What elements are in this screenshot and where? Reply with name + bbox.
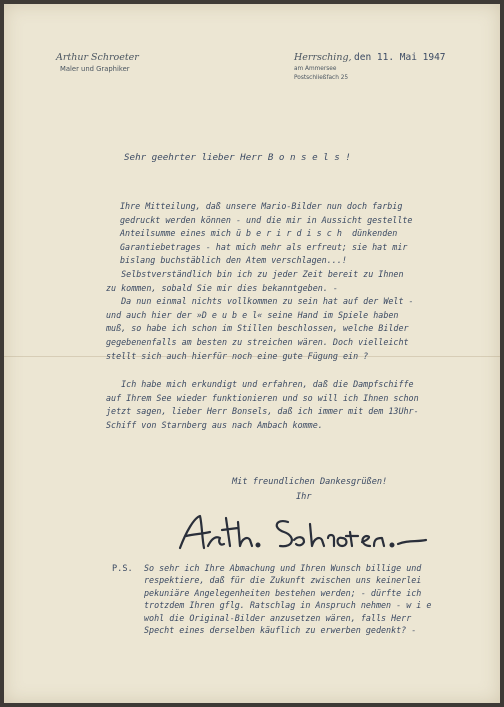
letterhead-address-line-1: am Ammersee (294, 66, 337, 72)
paragraph-line: gegebenenfalls am besten zu streichen wären. Doch vielleicht (106, 336, 409, 347)
paragraph-2 (106, 268, 414, 363)
paragraph-line: Schiff von Starnberg aus nach Ambach komme. (106, 419, 323, 430)
paragraph-line: muß, so habe ich schon im Stillen beschlossen, welche Bilder (106, 323, 409, 334)
postscript-line: pekuniäre Angelegenheiten bestehen werden; - dürfte ich (144, 587, 422, 598)
paragraph-line: Selbstverständlich bin ich zu jeder Zeit bereit zu Ihnen (106, 269, 404, 279)
paragraph-1 (120, 200, 412, 268)
letter-date: den 11. Mai 1947 (354, 52, 446, 63)
letterhead-place: Herrsching, (294, 52, 352, 63)
handwritten-signature (176, 510, 436, 560)
paragraph-line: auf Ihrem See wieder funktionieren und so will ich Ihnen schon (106, 392, 419, 403)
paragraph-line: Anteilsumme eines mich ü b e r i r d i s c h dünkenden (120, 228, 398, 239)
closing: Mit freundlichen Dankesgrüßen! (232, 477, 388, 487)
postscript-line: respektiere, daß für die Zukunft zwischen uns keinerlei (144, 575, 422, 586)
letterhead-address-line-2: Postschließfach 25 (294, 75, 349, 81)
paragraph-line: jetzt sagen, lieber Herr Bonsels, daß ich immer mit dem 13Uhr- (106, 406, 419, 417)
paragraph-3 (106, 378, 419, 432)
postscript-line: So sehr ich Ihre Abmachung und Ihren Wunsch billige und (144, 563, 422, 573)
letter-sheet (4, 4, 500, 703)
postscript-label: P.S. (112, 564, 133, 574)
paragraph-line: gedruckt werden können - und die mir in Aussicht gestellte (120, 214, 413, 225)
postscript-line: wohl die Original-Bilder anzusetzen wären, falls Herr (144, 612, 412, 623)
postscript (144, 562, 431, 636)
paragraph-line: Ihre Mitteilung, daß unsere Mario-Bilder nun doch farbig (120, 201, 403, 211)
paragraph-line: zu kommen, sobald Sie mir dies bekanntgeben. - (106, 282, 338, 293)
paragraph-line: und auch hier der »D e u b e l« seine Hand im Spiele haben (106, 309, 399, 320)
letterhead-profession: Maler und Graphiker (60, 65, 130, 73)
closing-ihr: Ihr (296, 492, 312, 502)
postscript-line: Specht eines derselben käuflich zu erwerben gedenkt? - (144, 625, 417, 636)
letterhead-name: Arthur Schroeter (56, 52, 139, 63)
salutation: Sehr geehrter lieber Herr B o n s e l s ! (124, 152, 351, 163)
paragraph-line: Da nun einmal nichts vollkommen zu sein hat auf der Welt - (106, 296, 414, 307)
paragraph-line: bislang buchstäblich den Atem verschlagen...! (120, 255, 347, 266)
paragraph-line: stellt sich auch hierfür noch eine gute Fügung ein ? (106, 350, 369, 361)
paragraph-line: Ich habe mich erkundigt und erfahren, daß die Dampfschiffe (106, 379, 414, 389)
paragraph-line: Garantiebetrages - hat mich mehr als erfreut; sie hat mir (120, 241, 408, 252)
postscript-line: trotzdem Ihren gflg. Ratschlag in Anspruch nehmen - w i e (144, 600, 432, 611)
